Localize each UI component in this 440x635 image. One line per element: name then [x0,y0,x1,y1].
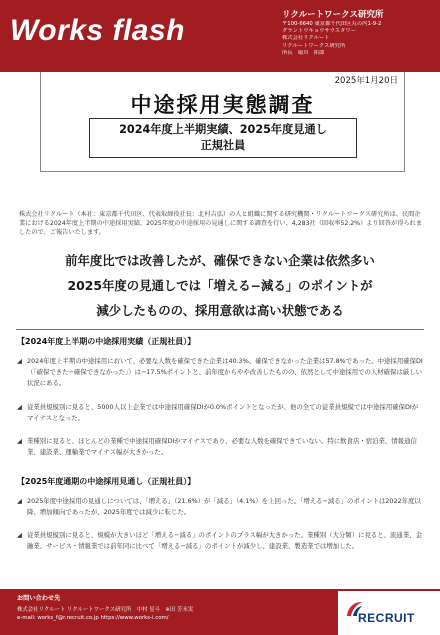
address-line: 株式会社リクルート [282,35,330,42]
bullet-text: 業種別に見ると、ほとんどの業種で中途採用確保DIがマイナスであり、必要な人数を確保できていない。特に飲食店・宿泊業、情報通信業、建設業、運輸業でマイナス幅が大きかった。 [27,437,417,456]
recruit-logo [338,591,440,635]
bullet-item [17,402,423,424]
bullet-item [17,496,423,518]
publish-date: 2025年1月20日 [334,76,398,86]
address-line: リクルートワークス研究所 [282,42,346,49]
bullet-text: 従業員規模別に見ると、5000人以上企業では中途採用確保DIが0.0%ポイントとなったが、他の全ての従業員規模では中途採用確保DIがマイナスとなった。 [27,403,419,422]
highlight-line: 減少したものの、採用意欲は高い状態である [96,303,344,318]
footer-bar [0,589,440,635]
address-line: グラントウキョウサウスタワー [282,28,356,35]
address-line: 〒100-6640 東京都千代田区丸の内1-9-2 [282,21,382,27]
highlight-block [0,248,440,323]
bullet-marker-icon: ◢ [17,357,22,365]
bullet-item [17,530,423,552]
highlight-line: 前年度比では改善したが、確保できない企業は依然多い [65,253,375,268]
subtitle-box [89,118,357,158]
bullet-marker-icon: ◢ [17,437,22,445]
brand-logo-text: Works flash [10,14,185,47]
bullet-marker-icon: ◢ [17,497,22,505]
bullet-text: 2024年度上半期の中途採用において、必要な人数を確保できた企業は40.3%、確保できなかった企業は57.8%であった。中途採用確保DI（「確保できた−確保できなかった」）は−17.5%ポイントと、前年度からやや改善したものの、依然として中途採用での人材確保は厳しい状況にある。 [27,357,423,387]
highlight-line: 2025年度の見通しでは「増える−減る」のポイントが [67,278,373,293]
bullet-marker-icon: ◢ [17,403,22,411]
subtitle-line: 2024年度上半期実績、2025年度見通し [119,123,327,136]
org-name: リクルートワークス研究所 [282,10,384,20]
bullet-item [17,356,423,389]
address-line: 所長 堀川 拓郎 [282,49,325,56]
divider [16,329,424,330]
bullet-text: 2025年度中途採用の見通しについては、「増える」（21.6%）が「減る」（4.1%）を上回った。「増える−減る」のポイントは2022年度以降、増加傾向であったが、2025年度では減少に転じた。 [27,497,421,516]
bullet-text: 従業員規模別に見ると、規模が大きいほど「増える−減る」のポイントのプラス幅が大きかった。業種別（大分類）に見ると、流通業、金融業、サービス・情報業では前年同に比べて「増える−減る」のポイントが減少し、建設業、製造業では増加した。 [27,531,422,550]
contact-label: お問い合わせ先 [17,595,61,602]
title-box [40,72,405,172]
intro-paragraph: 株式会社リクルート（本社：東京都千代田区、代表取締役社長：北村吉弘）の人と組織に関する研究機関・リクルートワークス研究所は、民間企業における2024年度上半期の中途採用実績、2025年度の中途採用の見通しに関する調査を行い、4,283社（回収率52.2%）より回答が得られましたので、ご報告いたします。 [19,211,422,237]
logo-text: RECRUIT [358,611,415,625]
bullet-marker-icon: ◢ [17,531,22,539]
contact-line: 株式会社リクルート リクルートワークス研究所 中村 星斗 ※田 芳未実 [17,607,194,613]
page-title: 中途採用実態調査 [130,93,315,117]
bullet-item [17,436,423,458]
contact-email-link[interactable]: e-mail: works_f@r.recruit.co.jp https://www.works-i.com/ [17,615,169,621]
subtitle-line: 正規社員 [200,139,246,152]
header-bar [0,0,440,72]
org-info [282,10,436,57]
section-heading: 【2025年度通期の中途採用見通し（正規社員）】 [17,477,196,486]
section-heading: 【2024年度上半期の中途採用実績（正規社員）】 [17,337,196,346]
